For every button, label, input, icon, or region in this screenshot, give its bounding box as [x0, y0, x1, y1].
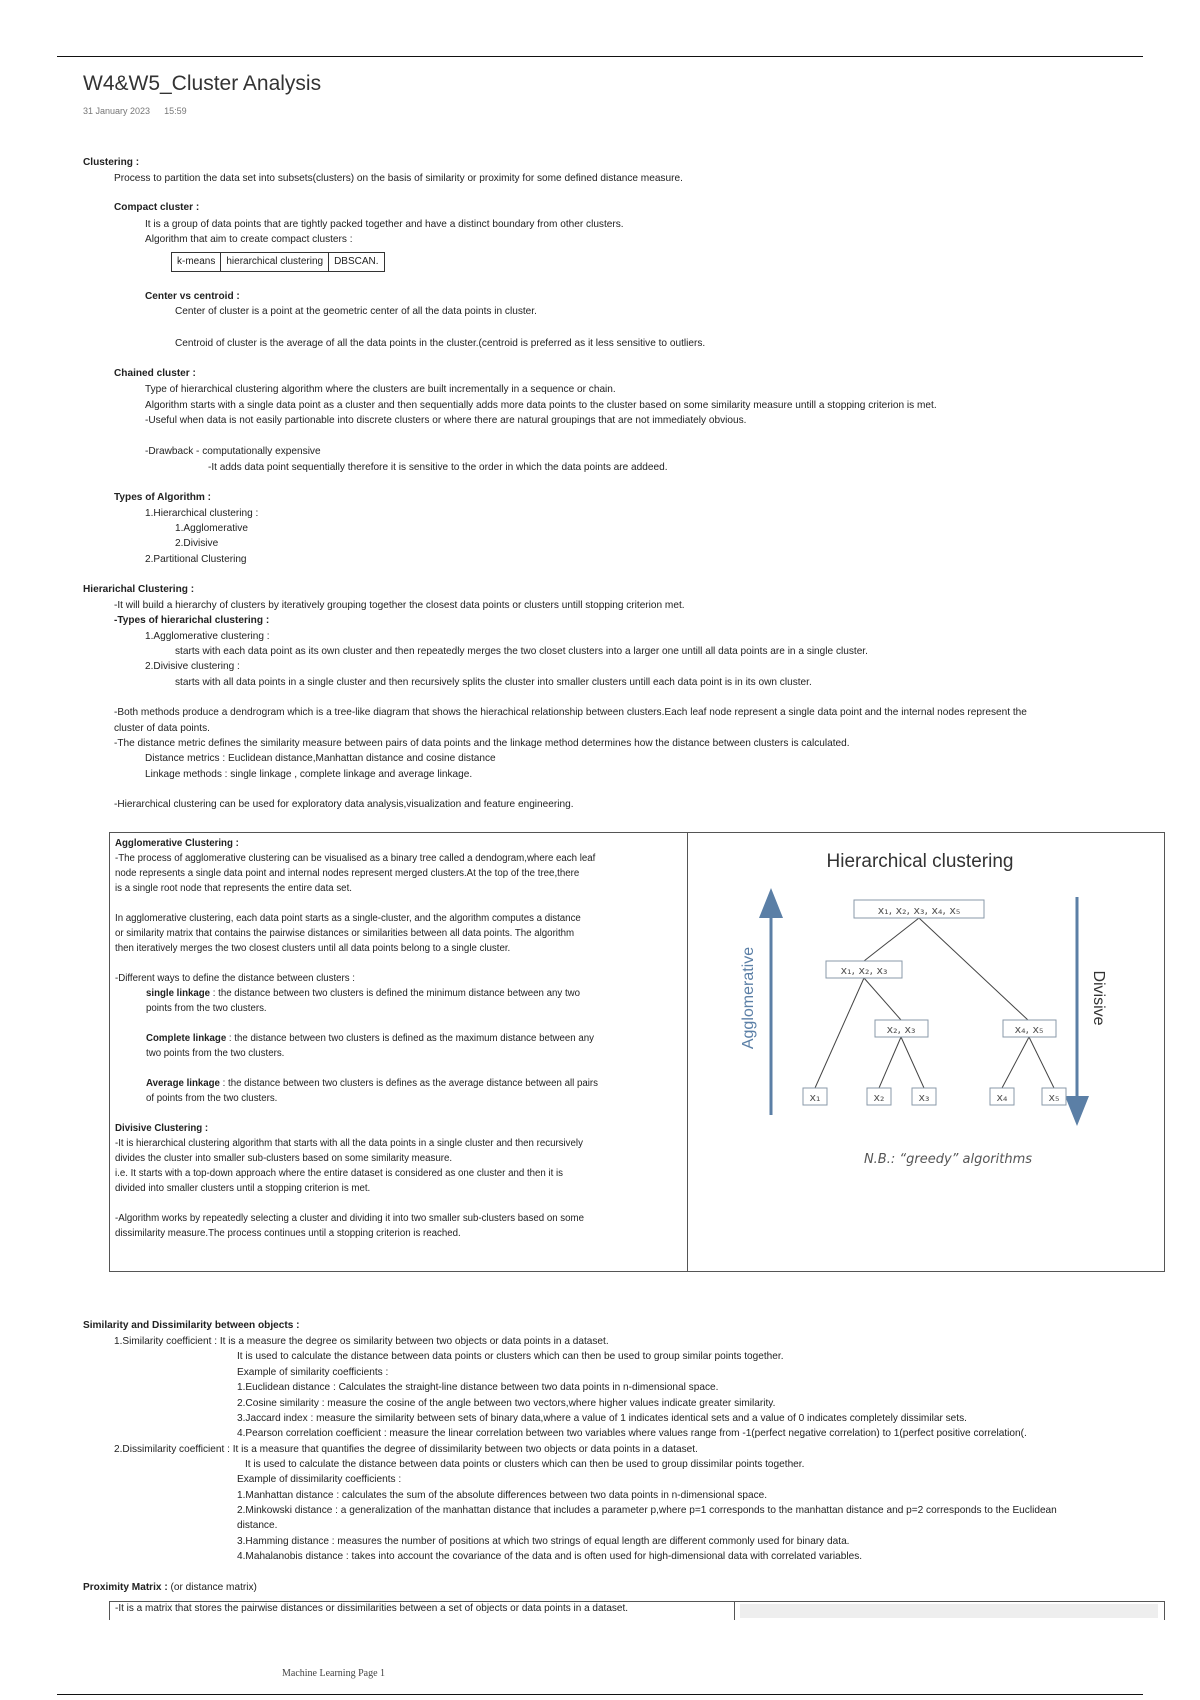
list-item: 1.Hierarchical clustering :: [145, 508, 259, 519]
top-rule: [57, 56, 1143, 57]
text-line: divides the cluster into smaller sub-clusters based on some similarity measure.: [115, 1153, 453, 1164]
body-line: It is used to calculate the distance between data points or clusters which can then be used to group dissimilar points together.: [245, 1459, 805, 1470]
clustering-table: [109, 832, 1165, 1272]
heading-proximity-matrix: Proximity Matrix :: [83, 1582, 168, 1593]
algorithm-cell: DBSCAN.: [334, 256, 379, 267]
text-line: In agglomerative clustering, each data point starts as a single-cluster, and the algorithm computes a distance: [115, 913, 581, 924]
text-line: points from the two clusters.: [146, 1003, 267, 1014]
text-line: is a single root node that represents the entire data set.: [115, 883, 352, 894]
proximity-row-text: -It is a matrix that stores the pairwise distances or dissimilarities between a set of objects or data points in a dataset.: [115, 1603, 629, 1614]
text-line: -Algorithm works by repeatedly selecting a cluster and dividing it into two smaller sub-clusters based on some: [115, 1213, 584, 1224]
proximity-heading-line: [83, 1580, 257, 1595]
agglomerative-label: Agglomerative: [740, 946, 757, 1050]
page-meta: [83, 106, 187, 116]
node-23: x₂, x₃: [886, 1023, 916, 1036]
algorithm-table: [171, 252, 385, 272]
body-line: starts with each data point as its own cluster and then repeatedly merges the two closet clusters into a larger one untill all data points are in a single cluster.: [175, 646, 868, 657]
root-node: x₁, x₂, x₃, x₄, x₅: [877, 904, 961, 917]
text-line: i.e. It starts with a top-down approach where the entire dataset is considered as one cluster and then it is: [115, 1168, 564, 1179]
body-line: 2.Dissimilarity coefficient : It is a measure that quantifies the degree of dissimilarity between two objects or data points in a dataset.: [114, 1444, 698, 1455]
body-line: -Both methods produce a dendrogram which is a tree-like diagram that shows the hierachical relationship between clusters.Each leaf node represent a single data point and the internal nodes represent the: [114, 707, 1027, 718]
body-line: -Useful when data is not easily partionable into discrete clusters or where there are natural groupings that are not immediately obvious.: [145, 415, 747, 426]
leaf-node: x₃: [918, 1091, 930, 1104]
hierarchical-clustering-diagram: [688, 833, 1164, 1271]
body-line: Type of hierarchical clustering algorithm where the clusters are built incrementally in a sequence or chain.: [145, 384, 616, 395]
text-line: two points from the two clusters.: [146, 1048, 285, 1059]
average-linkage-line: [115, 1076, 683, 1091]
edge: [879, 1037, 901, 1088]
body-line: Centroid of cluster is the average of all the data points in the cluster.(centroid is preferred as it less sensitive to outliers.: [175, 338, 706, 349]
list-item: 1.Agglomerative: [175, 523, 248, 534]
proximity-suffix: (or distance matrix): [167, 1582, 257, 1593]
heading-similarity: Similarity and Dissimilarity between objects :: [83, 1320, 300, 1331]
dendrogram-edges: [815, 918, 1054, 1088]
body-line: Example of similarity coefficients :: [237, 1367, 389, 1378]
table-image-placeholder: [740, 1604, 1158, 1618]
single-linkage-label: single linkage: [146, 988, 211, 999]
heading-chained-cluster: Chained cluster :: [114, 368, 196, 379]
leaf-node: x₄: [996, 1091, 1008, 1104]
list-item: 4.Mahalanobis distance : takes into account the covariance of the data and is often used for high-dimensional data with correlated variables.: [237, 1551, 863, 1562]
list-item: 3.Hamming distance : measures the number of positions at which two strings of equal length are different commonly used for binary data.: [237, 1536, 850, 1547]
page-footer: Machine Learning Page 1: [282, 1668, 386, 1679]
edge: [815, 978, 864, 1088]
node-123: x₁, x₂, x₃: [840, 964, 888, 977]
list-item: 1.Agglomerative clustering :: [145, 631, 270, 642]
list-item: 2.Partitional Clustering: [145, 554, 247, 565]
edge: [864, 978, 901, 1020]
divisive-label: Divisive: [1090, 970, 1107, 1026]
body-line: distance.: [237, 1520, 278, 1531]
text-line: of points from the two clusters.: [146, 1093, 278, 1104]
body-line: Distance metrics : Euclidean distance,Manhattan distance and cosine distance: [145, 753, 496, 764]
text-span: : the distance between two clusters is defined as the maximum distance between any: [226, 1033, 595, 1044]
body-line: It is used to calculate the distance between data points or clusters which can then be used to group similar points together.: [237, 1351, 784, 1362]
heading-clustering: Clustering :: [83, 157, 140, 168]
list-item: 2.Divisive: [175, 538, 219, 549]
page-date: 31 January 2023: [83, 106, 151, 116]
text-line: or similarity matrix that contains the pairwise distances or similarities between all data points. The algorithm: [115, 928, 575, 939]
body-line: 1.Similarity coefficient : It is a measure the degree os similarity between two objects or data points in a dataset.: [114, 1336, 609, 1347]
diagram-note: N.B.: “greedy” algorithms: [863, 1152, 1033, 1167]
bottom-rule: [57, 1694, 1143, 1695]
text-line: dissimilarity measure.The process continues until a stopping criterion is reached.: [115, 1228, 461, 1239]
edge: [901, 1037, 924, 1088]
heading-hierarchical-clustering: Hierarichal Clustering :: [83, 584, 195, 595]
body-line: starts with all data points in a single cluster and then recursively splits the cluster into smaller clusters untill each data point is in its own cluster.: [175, 677, 812, 688]
text-line: -The process of agglomerative clustering can be visualised as a binary tree called a dendogram,where each leaf: [115, 853, 596, 864]
body-line: Algorithm that aim to create compact clusters :: [145, 234, 353, 245]
edge: [864, 918, 919, 961]
list-item: 2.Minkowski distance : a generalization of the manhattan distance that includes a parameter p,where p=1 corresponds to the manhattan distance and p=2 corresponds to the Euclidean: [237, 1505, 1057, 1516]
body-line: Center of cluster is a point at the geometric center of all the data points in cluster.: [175, 306, 537, 317]
subheading-types: -Types of hierarichal clustering :: [114, 615, 270, 626]
leaf-node: x₂: [873, 1091, 885, 1104]
table-divider: [734, 1602, 735, 1620]
text-line: -Different ways to define the distance between clusters :: [115, 973, 355, 984]
body-line: -It will build a hierarchy of clusters by iteratively grouping together the closest data points or clusters untill stopping criterion met.: [114, 600, 685, 611]
algorithm-cell: k-means: [172, 253, 221, 271]
list-item: 1.Euclidean distance : Calculates the straight-line distance between two data points in n-dimensional space.: [237, 1382, 719, 1393]
list-item: 2.Cosine similarity : measure the cosine of the angle between two vectors,where higher values indicate greater similarity.: [237, 1398, 776, 1409]
body-line: Linkage methods : single linkage , complete linkage and average linkage.: [145, 769, 473, 780]
edge: [919, 918, 1029, 1021]
body-line: -The distance metric defines the similarity measure between pairs of data points and the linkage method determines how the distance between clusters is calculated.: [114, 738, 850, 749]
body-line: Example of dissimilarity coefficients :: [237, 1474, 402, 1485]
average-linkage-label: Average linkage: [146, 1078, 220, 1089]
complete-linkage-label: Complete linkage: [146, 1033, 227, 1044]
heading-compact-cluster: Compact cluster :: [114, 202, 200, 213]
agglomerative-heading: Agglomerative Clustering :: [115, 838, 239, 849]
list-item: 1.Manhattan distance : calculates the sum of the absolute differences between two data points in n-dimensional space.: [237, 1490, 768, 1501]
page-title: W4&W5_Cluster Analysis: [83, 72, 322, 95]
node-45: x₄, x₅: [1014, 1023, 1044, 1036]
leaf-node: x₅: [1048, 1091, 1060, 1104]
single-linkage-line: [115, 986, 683, 1001]
edge: [1029, 1037, 1054, 1088]
body-line: It is a group of data points that are tightly packed together and have a distinct boundary from other clusters.: [145, 219, 624, 230]
body-line: -Drawback - computationally expensive: [145, 446, 321, 457]
text-span: : the distance between two clusters is defined the minimum distance between any two: [210, 988, 581, 999]
heading-types-of-algorithm: Types of Algorithm :: [114, 492, 212, 503]
list-item: 2.Divisive clustering :: [145, 661, 240, 672]
edge: [1002, 1037, 1029, 1088]
body-line: -Hierarchical clustering can be used for exploratory data analysis,visualization and feature engineering.: [114, 799, 574, 810]
text-line: divided into smaller clusters until a stopping criterion is met.: [115, 1183, 371, 1194]
text-line: node represents a single data point and internal nodes represent merged clusters.At the top of the tree,there: [115, 868, 580, 879]
text-line: -It is hierarchical clustering algorithm that starts with all the data points in a single cluster and then recursively: [115, 1138, 583, 1149]
diagram-title: Hierarchical clustering: [826, 851, 1014, 872]
list-item: 3.Jaccard index : measure the similarity between sets of binary data,where a value of 1 indicates identical sets and a value of 0 indicates completely dissimilar sets.: [237, 1413, 967, 1424]
body-line: cluster of data points.: [114, 723, 210, 734]
text-line: then iteratively merges the two closest clusters until all data points belong to a single cluster.: [115, 943, 511, 954]
algorithm-cell: hierarchical clustering: [221, 253, 329, 271]
list-item: 4.Pearson correlation coefficient : measure the linear correlation between two variables where values range from -1(perfect negative correlation) to 1(perfect positive correlation(.: [237, 1428, 1027, 1439]
complete-linkage-line: [115, 1031, 683, 1046]
proximity-table: [109, 1601, 1165, 1620]
body-line: Algorithm starts with a single data point as a cluster and then sequentially adds more data points to the cluster based on some similarity measure untill a stopping criterion is met.: [145, 400, 937, 411]
body-line: Process to partition the data set into subsets(clusters) on the basis of similarity or proximity for some defined distance measure.: [114, 173, 683, 184]
clustering-notes-cell: [115, 836, 683, 1241]
page-time: 15:59: [164, 106, 187, 116]
heading-center-vs-centroid: Center vs centroid :: [145, 291, 240, 302]
text-span: : the distance between two clusters is defines as the average distance between all pairs: [219, 1078, 598, 1089]
body-line: -It adds data point sequentially therefore it is sensitive to the order in which the data points are addeed.: [208, 462, 668, 473]
divisive-heading: Divisive Clustering :: [115, 1123, 209, 1134]
leaf-node: x₁: [809, 1091, 821, 1104]
